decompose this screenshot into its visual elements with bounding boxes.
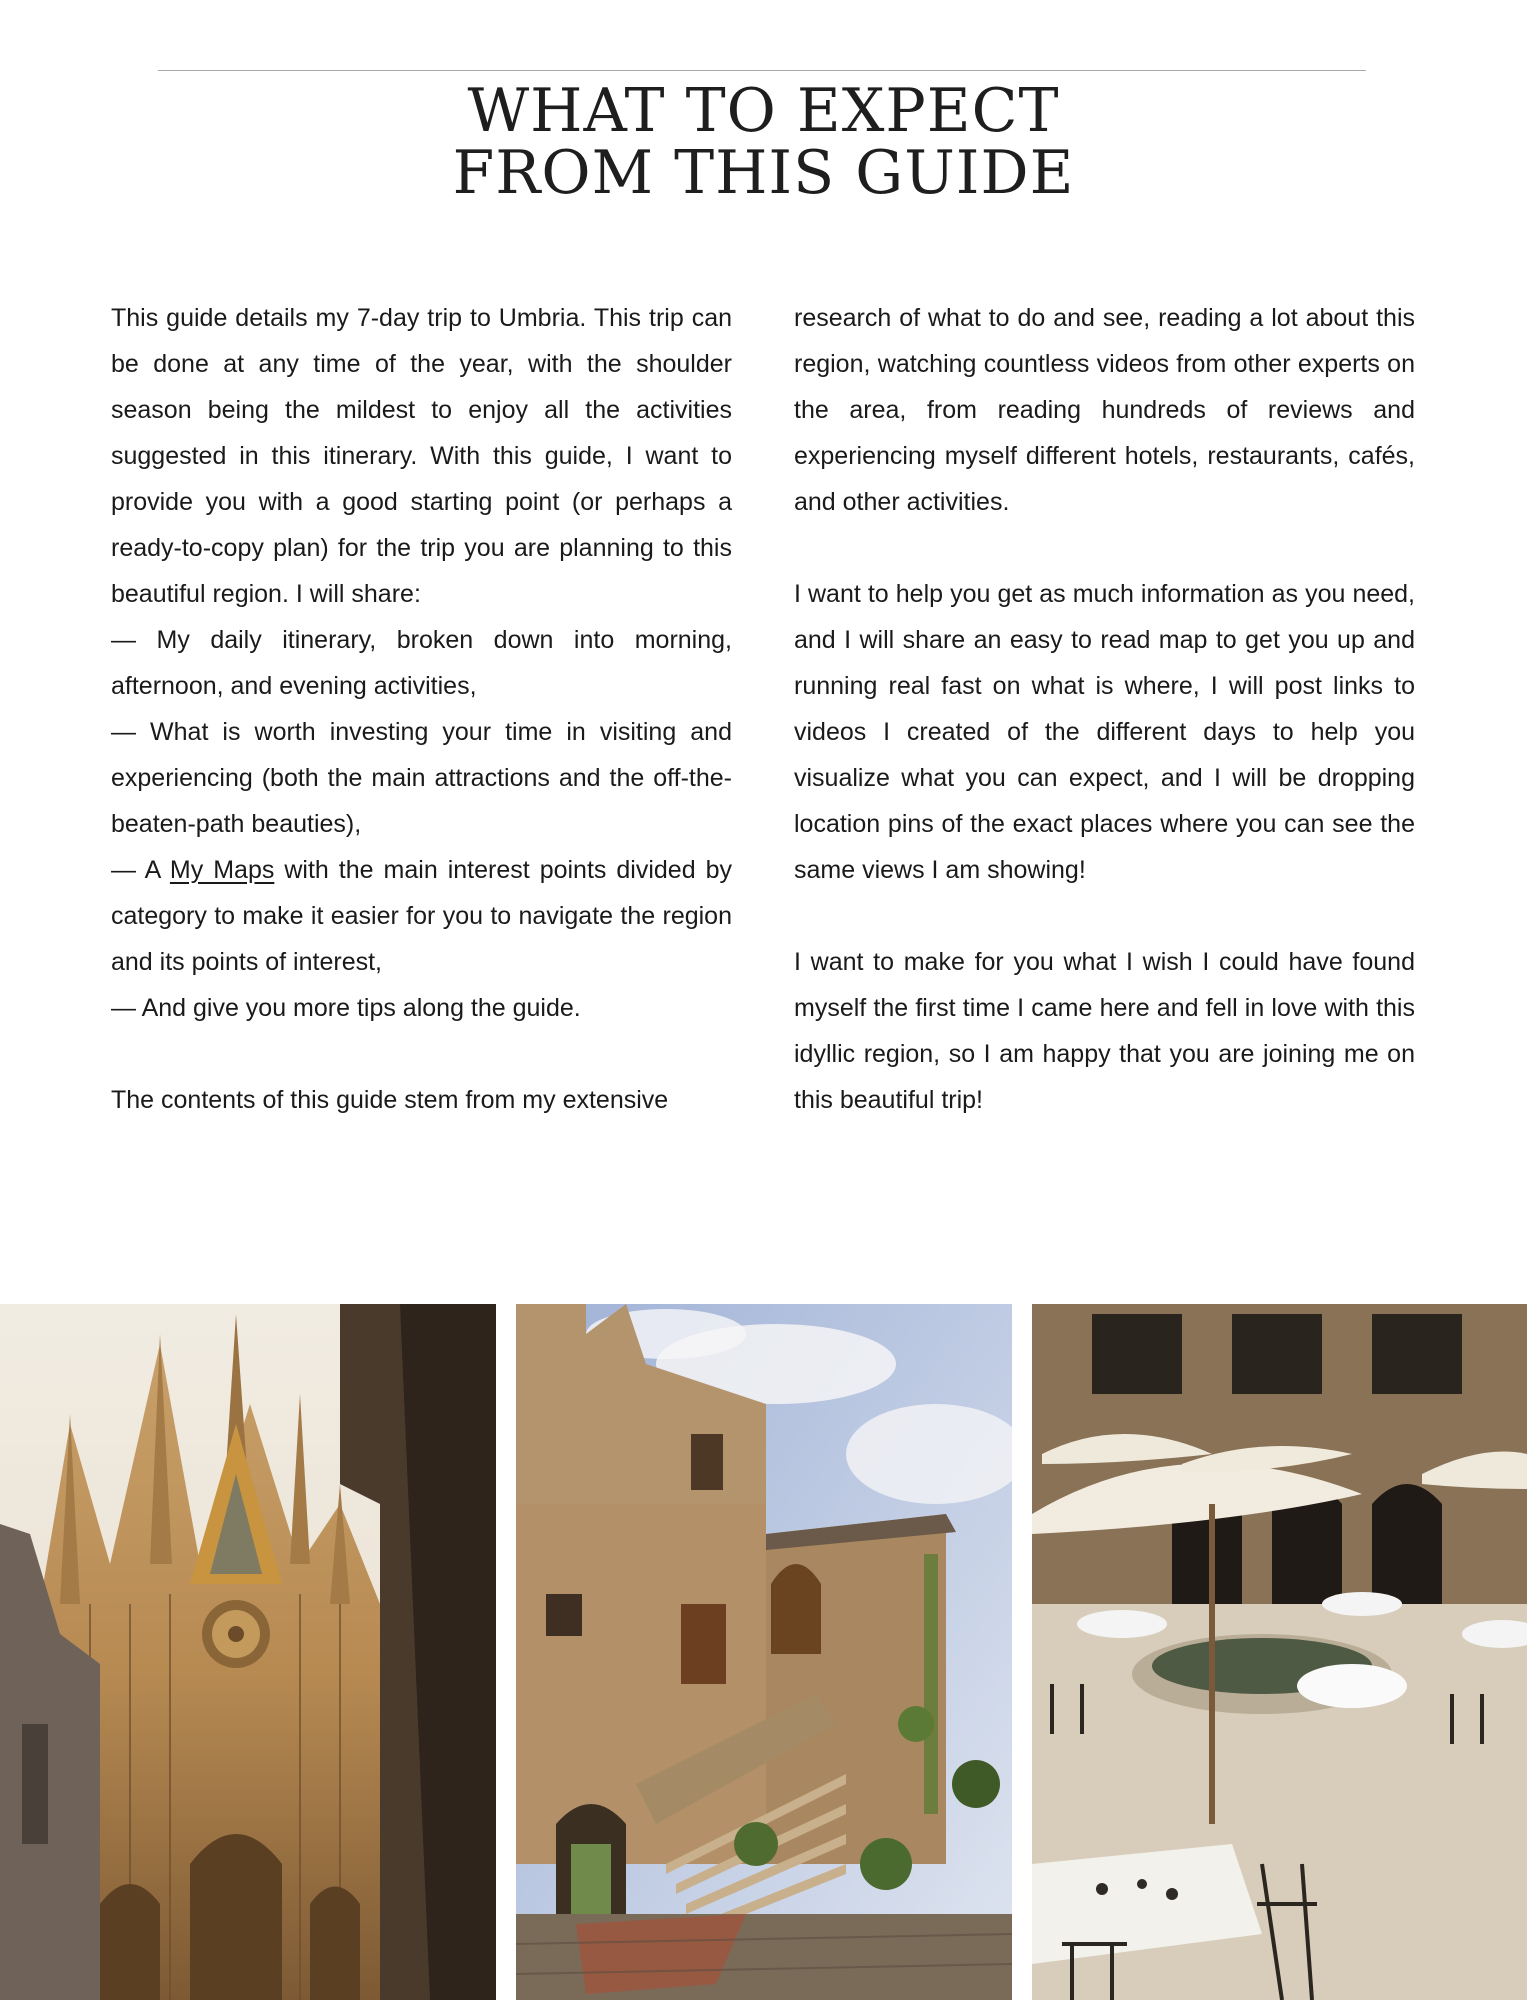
courtyard-illustration: [1032, 1304, 1527, 2000]
photo-courtyard: [1032, 1304, 1527, 2000]
photo-stone-house: [516, 1304, 1012, 2000]
list-item-my-maps: [111, 847, 732, 985]
title-line-1: WHAT TO EXPECT: [467, 76, 1060, 146]
page-title: [0, 76, 1527, 208]
list-item-suffix: with the main interest points divided by category to make it easier for you to navigate the region and its points of interest,: [111, 856, 733, 976]
list-item-tips: — And give you more tips along the guide.: [111, 994, 581, 1022]
my-maps-link[interactable]: My Maps: [169, 856, 275, 884]
title-line-2: FROM THIS GUIDE: [452, 138, 1075, 208]
cathedral-illustration: [0, 1304, 496, 2000]
contents-paragraph-start: The contents of this guide stem from my extensive: [111, 1086, 669, 1114]
paragraph-gap: [111, 1031, 732, 1077]
list-item-prefix: — A: [111, 856, 170, 884]
left-text-column: [111, 295, 732, 1123]
paragraph-gap: [794, 893, 1415, 939]
top-divider: [158, 70, 1366, 71]
right-text-column: [794, 295, 1415, 1123]
list-item-itinerary: — My daily itinerary, broken down into morning, afternoon, and evening activities,: [111, 626, 732, 700]
contents-paragraph-continued: research of what to do and see, reading a lot about this region, watching countless videos from other experts on the area, from reading hundreds of reviews and experiencing myself different hotels, restaurants, cafés, and other activities.: [794, 304, 1415, 516]
photo-cathedral: [0, 1304, 496, 2000]
help-paragraph: I want to help you get as much information as you need, and I will share an easy to read map to get you up and running real fast on what is where, I will post links to videos I created of the different days to help you visualize what you can expect, and I will be dropping location pins of the exact places where you can see the same views I am showing!: [794, 580, 1415, 884]
intro-paragraph: This guide details my 7-day trip to Umbria. This trip can be done at any time of the year, with the shoulder season being the mildest to enjoy all the activities suggested in this itinerary. With this guide, I want to provide you with a good starting point (or perhaps a ready-to-copy plan) for the trip you are planning to this beautiful region. I will share:: [111, 304, 732, 608]
paragraph-gap: [794, 525, 1415, 571]
stone-house-illustration: [516, 1304, 1012, 2000]
closing-paragraph: I want to make for you what I wish I could have found myself the first time I came here and fell in love with this idyllic region, so I am happy that you are joining me on this beautiful trip!: [794, 948, 1415, 1114]
list-item-worth-visiting: — What is worth investing your time in visiting and experiencing (both the main attractions and the off-the-beaten-path beauties),: [111, 718, 732, 838]
